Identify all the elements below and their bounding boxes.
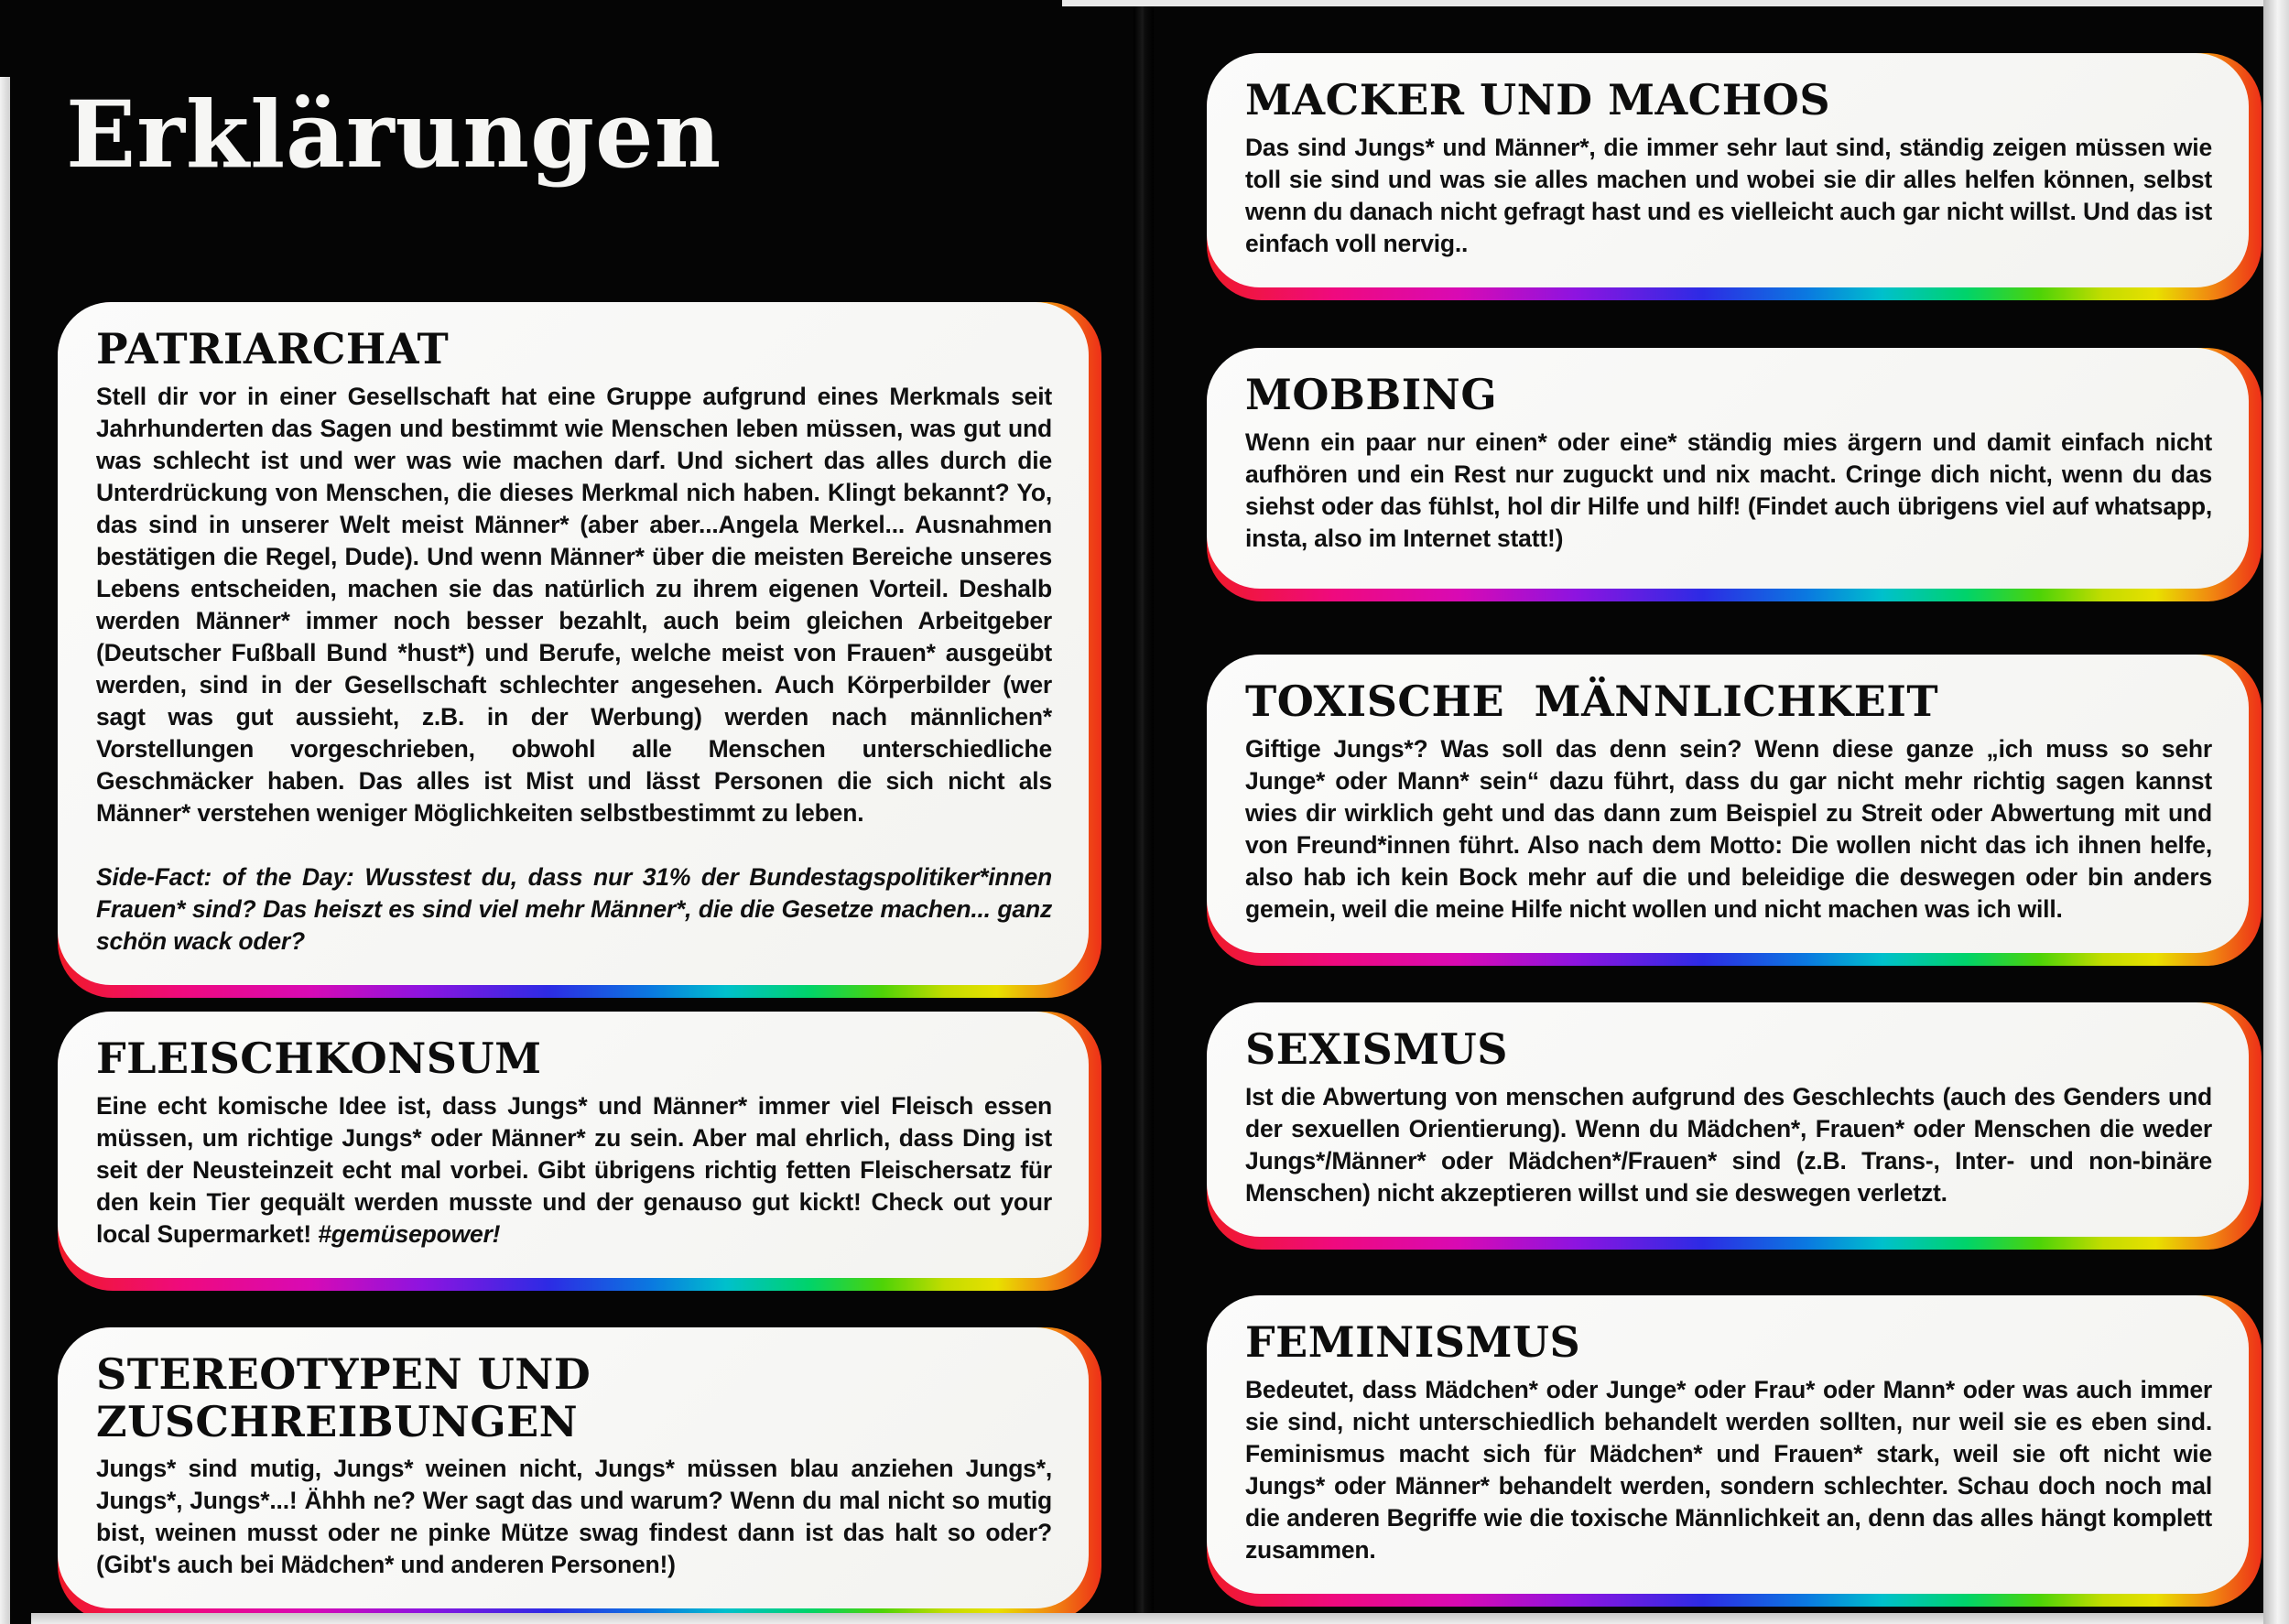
card-macker-surface bbox=[1207, 53, 2249, 287]
card-patriarchat-body: Stell dir vor in einer Gesellschaft hat eine Gruppe aufgrund eines Merkmals seit Jahrhunderten das Sagen und bestimmt wie Menschen leben müssen, was gut und was schlecht ist und wer was wie machen darf. Und sichert das alles durch die Unterdrückung von Menschen, die dieses Merkmal nich haben. Klingt bekannt? Yo, das sind in unserer Welt meist Männer* (aber aber...Angela Merkel... Ausnahmen bestätigen die Regel, Dude). Und wenn Männer* über die meisten Bereiche unseres Lebens entscheiden, machen sie das natürlich zu ihrem eigenen Vorteil. Deshalb werden Männer* immer noch besser bezahlt, auch beim gleichen Arbeitgeber (Deutscher Fußball Bund *hust*) und Berufe, welche meist von Frauen* ausgeübt werden, sind in der Gesellschaft schlechter angesehen. Auch Körperbilder (wer sagt was gut aussieht, z.B. in der Werbung) werden nach männlichen* Vorstellungen vorgeschrieben, obwohl alle Menschen unterschiedliche Geschmäcker haben. Das alles ist Mist und lässt Personen die sich nicht als Männer* verstehen weniger Möglichkeiten selbstbestimmt zu leben. bbox=[96, 382, 1052, 827]
page-title: Erklärungen bbox=[66, 81, 722, 189]
card-stereotypen-surface bbox=[58, 1327, 1089, 1608]
card-sexismus-surface bbox=[1207, 1002, 2249, 1237]
card-mobbing-surface bbox=[1207, 348, 2249, 589]
card-sexismus-heading: SEXISMUS bbox=[1245, 1024, 1508, 1074]
card-patriarchat-heading: PATRIARCHAT bbox=[96, 324, 450, 374]
page-edge-bottom bbox=[31, 1613, 2289, 1624]
card-macker-body: Das sind Jungs* und Männer*, die immer sehr laut sind, ständig zeigen müssen wie toll sie sind und was sie alles machen und wobei sie dir alles helfen können, selbst wenn du danach nicht gefragt hast und es vielleicht auch gar nicht willst. Und das ist einfach voll nervig.. bbox=[1245, 133, 2212, 257]
card-fleischkonsum-hashtag: #gemüsepower! bbox=[318, 1219, 501, 1248]
page-edge-left bbox=[0, 77, 10, 1624]
card-toxische-body: Giftige Jungs*? Was soll das denn sein? Wenn diese ganze „ich muss so sehr Junge* oder Mann* sein“ dazu führt, dass du gar nicht mehr richtig sagen kannst wies dir wirklich geht und das dann zum Beispiel zu Streit oder Abwertung mit und von Freund*innen führt. Also nach dem Motto: Die wollen nicht das ich ihnen helfe, also hab ich kein Bock mehr auf die und beleidige die deswegen oder bin anders gemein, weil die meine Hilfe nicht wollen und nicht machen was ich will. bbox=[1245, 734, 2212, 923]
page-spine bbox=[1134, 0, 1154, 1624]
card-fleischkonsum-surface bbox=[58, 1012, 1089, 1278]
card-feminismus-body: Bedeutet, dass Mädchen* oder Junge* oder Frau* oder Mann* oder was auch immer sie sind, nicht unterschiedlich behandelt werden sollten, nur weil sie es eben sind. Feminismus macht sich für Mädchen* und Frauen* stark, weil sie oft nicht wie Jungs* oder Männer* behandelt werden, sondern schlechter. Schau doch noch mal die anderen Begriffe wie die toxische Männlichkeit an, denn das alles hängt komplett zusammen. bbox=[1245, 1375, 2212, 1564]
card-patriarchat-surface bbox=[58, 302, 1089, 985]
card-fleischkonsum bbox=[58, 1012, 1101, 1291]
card-mobbing-heading: MOBBING bbox=[1245, 370, 1498, 419]
card-toxische-heading: TOXISCHE MÄNNLICHKEIT bbox=[1245, 677, 1939, 726]
card-stereotypen-heading: STEREOTYPEN UND ZUSCHREIBUNGEN bbox=[96, 1349, 591, 1446]
card-feminismus-heading: FEMINISMUS bbox=[1245, 1317, 1581, 1367]
card-macker-heading: MACKER UND MACHOS bbox=[1245, 75, 1831, 125]
card-feminismus bbox=[1207, 1295, 2262, 1607]
page-edge-right bbox=[2263, 0, 2289, 1624]
card-patriarchat bbox=[58, 302, 1101, 998]
card-toxische-maennlichkeit bbox=[1207, 655, 2262, 966]
card-sexismus bbox=[1207, 1002, 2262, 1250]
card-fleischkonsum-body bbox=[96, 1090, 1052, 1250]
card-toxische-surface bbox=[1207, 655, 2249, 953]
card-fleischkonsum-heading: FLEISCHKONSUM bbox=[96, 1034, 542, 1083]
card-patriarchat-sidefact: Side-Fact: of the Day: Wusstest du, dass nur 31% der Bundestagspolitiker*innen Frauen* sind? Das heiszt es sind viel mehr Männer*, die die Gesetze machen... ganz schön wack oder? bbox=[96, 862, 1052, 955]
card-mobbing-body: Wenn ein paar nur einen* oder eine* ständig mies ärgern und damit einfach nicht aufhören und ein Rest nur zuguckt und nix macht. Cringe dich nicht, wenn du das siehst oder das fühlst, hol dir Hilfe und hilf! (Findet auch übrigens viel auf whatsapp, insta, also im Internet statt!) bbox=[1245, 428, 2212, 552]
card-feminismus-surface bbox=[1207, 1295, 2249, 1594]
card-stereotypen bbox=[58, 1327, 1101, 1621]
card-sexismus-body: Ist die Abwertung von menschen aufgrund des Geschlechts (auch des Genders und der sexuellen Orientierung). Wenn du Mädchen*, Frauen* oder Menschen die weder Jungs*/Männer* oder Mädchen*/Frauen* sind (z.B. Trans-, Inter- und non-binäre Menschen) nicht akzeptieren willst und sie deswegen verletzt. bbox=[1245, 1082, 2212, 1207]
card-fleischkonsum-text: Eine echt komische Idee ist, dass Jungs* und Männer* immer viel Fleisch essen müssen, um richtige Jungs* oder Männer* zu sein. Aber mal ehrlich, dass Ding ist seit der Neusteinzeit echt mal vorbei. Gibt übrigens richtig fetten Fleischersatz für den kein Tier gequält werden musste und der genauso gut kickt! Check out your local Supermarket! bbox=[96, 1091, 1052, 1248]
card-stereotypen-body: Jungs* sind mutig, Jungs* weinen nicht, Jungs* müssen blau anziehen Jungs*, Jungs*, Jungs*...! Ähhh ne? Wer sagt das und warum? Wenn du mal nicht so mutig bist, weinen musst oder ne pinke Mütze swag findest dann ist das halt so oder? (Gibt's auch bei Mädchen* und anderen Personen!) bbox=[96, 1455, 1052, 1579]
page-edge-top-right bbox=[1062, 0, 2263, 6]
card-macker-und-machos bbox=[1207, 53, 2262, 300]
card-mobbing bbox=[1207, 348, 2262, 601]
